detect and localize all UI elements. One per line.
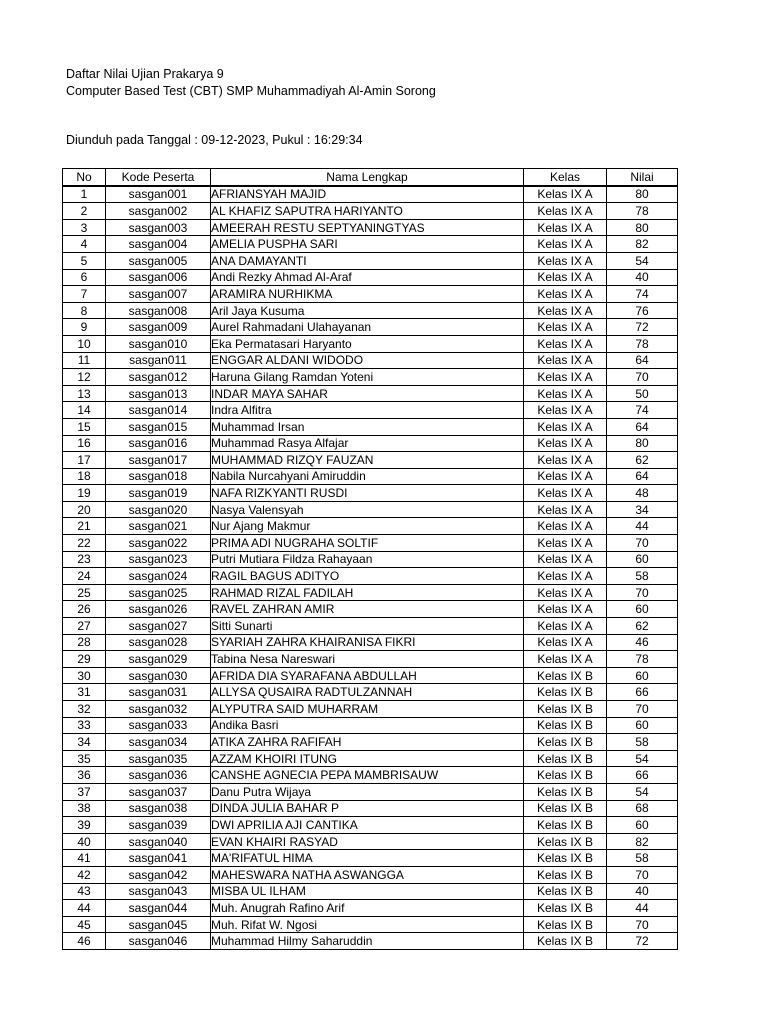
table-row <box>63 252 678 269</box>
cell-nilai: 70 <box>607 916 678 933</box>
cell-no: 44 <box>63 900 106 917</box>
cell-nama-lengkap: Muh. Anugrah Rafino Arif <box>211 900 524 917</box>
table-row <box>63 369 678 386</box>
cell-kode-peserta: sasgan038 <box>106 800 211 817</box>
cell-kode-peserta: sasgan018 <box>106 468 211 485</box>
table-row <box>63 734 678 751</box>
cell-nilai: 44 <box>607 900 678 917</box>
cell-kode-peserta: sasgan016 <box>106 435 211 452</box>
cell-no: 17 <box>63 452 106 469</box>
table-row <box>63 634 678 651</box>
cell-kelas: Kelas IX A <box>524 335 607 352</box>
cell-kode-peserta: sasgan019 <box>106 485 211 502</box>
cell-nilai: 72 <box>607 319 678 336</box>
cell-nama-lengkap: Eka Permatasari Haryanto <box>211 335 524 352</box>
cell-kode-peserta: sasgan013 <box>106 385 211 402</box>
cell-no: 33 <box>63 717 106 734</box>
table-row <box>63 933 678 950</box>
table-row <box>63 900 678 917</box>
cell-no: 10 <box>63 335 106 352</box>
cell-nilai: 60 <box>607 717 678 734</box>
cell-nama-lengkap: Indra Alfitra <box>211 402 524 419</box>
cell-nilai: 60 <box>607 667 678 684</box>
cell-kode-peserta: sasgan036 <box>106 767 211 784</box>
cell-kelas: Kelas IX A <box>524 584 607 601</box>
cell-nama-lengkap: AMEERAH RESTU SEPTYANINGTYAS <box>211 219 524 236</box>
cell-no: 39 <box>63 817 106 834</box>
table-row <box>63 584 678 601</box>
table-row <box>63 501 678 518</box>
cell-kode-peserta: sasgan001 <box>106 186 211 203</box>
cell-no: 3 <box>63 219 106 236</box>
cell-nilai: 70 <box>607 701 678 718</box>
cell-nama-lengkap: Nur Ajang Makmur <box>211 518 524 535</box>
cell-kelas: Kelas IX B <box>524 701 607 718</box>
cell-nilai: 58 <box>607 850 678 867</box>
cell-nilai: 64 <box>607 468 678 485</box>
cell-nilai: 58 <box>607 734 678 751</box>
table-row <box>63 551 678 568</box>
cell-no: 15 <box>63 418 106 435</box>
cell-nilai: 58 <box>607 568 678 585</box>
cell-kode-peserta: sasgan008 <box>106 302 211 319</box>
column-header-no: No <box>63 169 106 186</box>
cell-nama-lengkap: ANA DAMAYANTI <box>211 252 524 269</box>
table-row <box>63 701 678 718</box>
cell-nilai: 48 <box>607 485 678 502</box>
cell-no: 28 <box>63 634 106 651</box>
cell-kelas: Kelas IX A <box>524 369 607 386</box>
table-row <box>63 684 678 701</box>
cell-nama-lengkap: AL KHAFIZ SAPUTRA HARIYANTO <box>211 203 524 220</box>
cell-nilai: 50 <box>607 385 678 402</box>
cell-no: 18 <box>63 468 106 485</box>
cell-no: 13 <box>63 385 106 402</box>
cell-nilai: 80 <box>607 186 678 203</box>
column-header-kelas: Kelas <box>524 169 607 186</box>
table-row <box>63 568 678 585</box>
cell-nama-lengkap: Haruna Gilang Ramdan Yoteni <box>211 369 524 386</box>
cell-kelas: Kelas IX B <box>524 833 607 850</box>
table-row <box>63 717 678 734</box>
cell-nilai: 80 <box>607 219 678 236</box>
cell-kode-peserta: sasgan027 <box>106 618 211 635</box>
column-header-nilai: Nilai <box>607 169 678 186</box>
cell-kode-peserta: sasgan011 <box>106 352 211 369</box>
cell-nama-lengkap: AZZAM KHOIRI ITUNG <box>211 750 524 767</box>
cell-kelas: Kelas IX B <box>524 684 607 701</box>
cell-kode-peserta: sasgan021 <box>106 518 211 535</box>
cell-kelas: Kelas IX A <box>524 618 607 635</box>
cell-kode-peserta: sasgan031 <box>106 684 211 701</box>
cell-nilai: 82 <box>607 833 678 850</box>
cell-nilai: 60 <box>607 601 678 618</box>
cell-no: 29 <box>63 651 106 668</box>
cell-kelas: Kelas IX A <box>524 269 607 286</box>
cell-no: 45 <box>63 916 106 933</box>
table-row <box>63 783 678 800</box>
cell-nama-lengkap: DINDA JULIA BAHAR P <box>211 800 524 817</box>
cell-no: 2 <box>63 203 106 220</box>
cell-no: 25 <box>63 584 106 601</box>
cell-kode-peserta: sasgan033 <box>106 717 211 734</box>
cell-no: 31 <box>63 684 106 701</box>
table-header-row <box>63 169 678 186</box>
cell-nama-lengkap: AMELIA PUSPHA SARI <box>211 236 524 253</box>
cell-no: 26 <box>63 601 106 618</box>
cell-kelas: Kelas IX A <box>524 568 607 585</box>
cell-kode-peserta: sasgan026 <box>106 601 211 618</box>
cell-nama-lengkap: EVAN KHAIRI RASYAD <box>211 833 524 850</box>
cell-kelas: Kelas IX A <box>524 468 607 485</box>
cell-kelas: Kelas IX B <box>524 717 607 734</box>
cell-nama-lengkap: MAHESWARA NATHA ASWANGGA <box>211 866 524 883</box>
cell-kode-peserta: sasgan007 <box>106 286 211 303</box>
table-row <box>63 833 678 850</box>
table-row <box>63 186 678 203</box>
cell-kelas: Kelas IX A <box>524 319 607 336</box>
cell-kode-peserta: sasgan012 <box>106 369 211 386</box>
cell-nilai: 60 <box>607 551 678 568</box>
cell-nama-lengkap: Aurel Rahmadani Ulahayanan <box>211 319 524 336</box>
cell-kelas: Kelas IX B <box>524 850 607 867</box>
table-row <box>63 651 678 668</box>
cell-no: 38 <box>63 800 106 817</box>
cell-nilai: 46 <box>607 634 678 651</box>
table-row <box>63 236 678 253</box>
cell-kelas: Kelas IX A <box>524 551 607 568</box>
cell-kode-peserta: sasgan002 <box>106 203 211 220</box>
cell-kode-peserta: sasgan041 <box>106 850 211 867</box>
table-row <box>63 302 678 319</box>
cell-kode-peserta: sasgan003 <box>106 219 211 236</box>
cell-kelas: Kelas IX B <box>524 883 607 900</box>
cell-no: 19 <box>63 485 106 502</box>
table-row <box>63 916 678 933</box>
table-row <box>63 750 678 767</box>
cell-nilai: 78 <box>607 335 678 352</box>
cell-nilai: 62 <box>607 618 678 635</box>
table-row <box>63 468 678 485</box>
cell-nilai: 70 <box>607 369 678 386</box>
table-row <box>63 435 678 452</box>
cell-nilai: 76 <box>607 302 678 319</box>
cell-nama-lengkap: Tabina Nesa Nareswari <box>211 651 524 668</box>
cell-nama-lengkap: PRIMA ADI NUGRAHA SOLTIF <box>211 535 524 552</box>
cell-kelas: Kelas IX B <box>524 734 607 751</box>
cell-kode-peserta: sasgan029 <box>106 651 211 668</box>
cell-kelas: Kelas IX A <box>524 634 607 651</box>
cell-nama-lengkap: MISBA UL ILHAM <box>211 883 524 900</box>
cell-kelas: Kelas IX B <box>524 933 607 950</box>
cell-nilai: 78 <box>607 651 678 668</box>
cell-kelas: Kelas IX B <box>524 800 607 817</box>
table-row <box>63 767 678 784</box>
cell-kode-peserta: sasgan015 <box>106 418 211 435</box>
cell-kode-peserta: sasgan005 <box>106 252 211 269</box>
cell-nama-lengkap: Sitti Sunarti <box>211 618 524 635</box>
download-timestamp: Diunduh pada Tanggal : 09-12-2023, Pukul : 16:29:34 <box>66 133 363 147</box>
table-row <box>63 618 678 635</box>
cell-nama-lengkap: Muhammad Rasya Alfajar <box>211 435 524 452</box>
cell-nama-lengkap: Muh. Rifat W. Ngosi <box>211 916 524 933</box>
cell-kelas: Kelas IX A <box>524 352 607 369</box>
cell-kode-peserta: sasgan044 <box>106 900 211 917</box>
table-row <box>63 800 678 817</box>
cell-nilai: 34 <box>607 501 678 518</box>
table-row <box>63 535 678 552</box>
cell-nilai: 82 <box>607 236 678 253</box>
cell-no: 32 <box>63 701 106 718</box>
cell-kelas: Kelas IX B <box>524 866 607 883</box>
table-body <box>63 186 678 950</box>
table-row <box>63 817 678 834</box>
cell-no: 46 <box>63 933 106 950</box>
cell-kelas: Kelas IX A <box>524 418 607 435</box>
table-row <box>63 335 678 352</box>
cell-nama-lengkap: RAHMAD RIZAL FADILAH <box>211 584 524 601</box>
cell-nama-lengkap: RAVEL ZAHRAN AMIR <box>211 601 524 618</box>
column-header-kode-peserta: Kode Peserta <box>106 169 211 186</box>
cell-nama-lengkap: MUHAMMAD RIZQY FAUZAN <box>211 452 524 469</box>
table-row <box>63 518 678 535</box>
cell-nama-lengkap: ALYPUTRA SAID MUHARRAM <box>211 701 524 718</box>
table-row <box>63 452 678 469</box>
cell-kode-peserta: sasgan004 <box>106 236 211 253</box>
table-row <box>63 485 678 502</box>
cell-kelas: Kelas IX B <box>524 916 607 933</box>
cell-kode-peserta: sasgan037 <box>106 783 211 800</box>
cell-no: 6 <box>63 269 106 286</box>
table-row <box>63 319 678 336</box>
cell-kode-peserta: sasgan043 <box>106 883 211 900</box>
cell-no: 20 <box>63 501 106 518</box>
cell-nama-lengkap: Muhammad Hilmy Saharuddin <box>211 933 524 950</box>
cell-kelas: Kelas IX A <box>524 535 607 552</box>
grades-table <box>62 168 678 950</box>
cell-nilai: 64 <box>607 352 678 369</box>
cell-no: 16 <box>63 435 106 452</box>
cell-kelas: Kelas IX B <box>524 667 607 684</box>
cell-kode-peserta: sasgan014 <box>106 402 211 419</box>
cell-kode-peserta: sasgan045 <box>106 916 211 933</box>
cell-no: 27 <box>63 618 106 635</box>
cell-no: 37 <box>63 783 106 800</box>
cell-nilai: 74 <box>607 286 678 303</box>
cell-no: 7 <box>63 286 106 303</box>
cell-kelas: Kelas IX A <box>524 485 607 502</box>
cell-kelas: Kelas IX B <box>524 767 607 784</box>
cell-kelas: Kelas IX A <box>524 385 607 402</box>
cell-nilai: 60 <box>607 817 678 834</box>
cell-nama-lengkap: Putri Mutiara Fildza Rahayaan <box>211 551 524 568</box>
cell-nama-lengkap: DWI APRILIA AJI CANTIKA <box>211 817 524 834</box>
cell-kode-peserta: sasgan028 <box>106 634 211 651</box>
cell-no: 22 <box>63 535 106 552</box>
cell-kode-peserta: sasgan010 <box>106 335 211 352</box>
table-row <box>63 219 678 236</box>
table-row <box>63 850 678 867</box>
cell-no: 41 <box>63 850 106 867</box>
cell-nama-lengkap: MA'RIFATUL HIMA <box>211 850 524 867</box>
column-header-nama-lengkap: Nama Lengkap <box>211 169 524 186</box>
cell-nama-lengkap: Nasya Valensyah <box>211 501 524 518</box>
table-row <box>63 601 678 618</box>
cell-nilai: 64 <box>607 418 678 435</box>
cell-nama-lengkap: Andika Basri <box>211 717 524 734</box>
cell-nilai: 40 <box>607 269 678 286</box>
cell-no: 12 <box>63 369 106 386</box>
cell-kode-peserta: sasgan046 <box>106 933 211 950</box>
cell-kelas: Kelas IX A <box>524 286 607 303</box>
cell-kelas: Kelas IX A <box>524 452 607 469</box>
table-row <box>63 352 678 369</box>
cell-kode-peserta: sasgan006 <box>106 269 211 286</box>
cell-kode-peserta: sasgan022 <box>106 535 211 552</box>
table-row <box>63 203 678 220</box>
cell-kelas: Kelas IX B <box>524 900 607 917</box>
table-row <box>63 269 678 286</box>
cell-kelas: Kelas IX A <box>524 651 607 668</box>
cell-no: 4 <box>63 236 106 253</box>
cell-nilai: 62 <box>607 452 678 469</box>
cell-nilai: 70 <box>607 584 678 601</box>
cell-no: 5 <box>63 252 106 269</box>
cell-nama-lengkap: Danu Putra Wijaya <box>211 783 524 800</box>
cell-no: 11 <box>63 352 106 369</box>
cell-nilai: 40 <box>607 883 678 900</box>
cell-no: 34 <box>63 734 106 751</box>
table-row <box>63 418 678 435</box>
cell-kode-peserta: sasgan009 <box>106 319 211 336</box>
cell-nama-lengkap: ALLYSA QUSAIRA RADTULZANNAH <box>211 684 524 701</box>
cell-kelas: Kelas IX A <box>524 252 607 269</box>
cell-kelas: Kelas IX A <box>524 518 607 535</box>
cell-no: 23 <box>63 551 106 568</box>
cell-no: 8 <box>63 302 106 319</box>
cell-nilai: 70 <box>607 866 678 883</box>
cell-no: 43 <box>63 883 106 900</box>
cell-kelas: Kelas IX B <box>524 750 607 767</box>
cell-kode-peserta: sasgan035 <box>106 750 211 767</box>
cell-kode-peserta: sasgan040 <box>106 833 211 850</box>
document-subtitle: Computer Based Test (CBT) SMP Muhammadiyah Al-Amin Sorong <box>66 84 436 98</box>
cell-no: 14 <box>63 402 106 419</box>
cell-no: 1 <box>63 186 106 203</box>
cell-nama-lengkap: RAGIL BAGUS ADITYO <box>211 568 524 585</box>
table-row <box>63 866 678 883</box>
cell-kelas: Kelas IX B <box>524 783 607 800</box>
cell-no: 21 <box>63 518 106 535</box>
cell-nilai: 66 <box>607 767 678 784</box>
cell-no: 9 <box>63 319 106 336</box>
cell-nilai: 78 <box>607 203 678 220</box>
cell-nilai: 54 <box>607 783 678 800</box>
cell-nilai: 72 <box>607 933 678 950</box>
cell-nilai: 66 <box>607 684 678 701</box>
cell-kelas: Kelas IX A <box>524 236 607 253</box>
cell-no: 35 <box>63 750 106 767</box>
cell-nilai: 70 <box>607 535 678 552</box>
cell-nama-lengkap: AFRIDA DIA SYARAFANA ABDULLAH <box>211 667 524 684</box>
cell-kode-peserta: sasgan023 <box>106 551 211 568</box>
cell-nilai: 54 <box>607 252 678 269</box>
cell-kelas: Kelas IX A <box>524 402 607 419</box>
document-title: Daftar Nilai Ujian Prakarya 9 <box>66 67 224 81</box>
cell-nama-lengkap: AFRIANSYAH MAJID <box>211 186 524 203</box>
table-row <box>63 883 678 900</box>
table-row <box>63 385 678 402</box>
cell-nama-lengkap: Nabila Nurcahyani Amiruddin <box>211 468 524 485</box>
cell-nama-lengkap: Muhammad Irsan <box>211 418 524 435</box>
cell-nama-lengkap: CANSHE AGNECIA PEPA MAMBRISAUW <box>211 767 524 784</box>
cell-no: 24 <box>63 568 106 585</box>
table-row <box>63 667 678 684</box>
document-header <box>66 66 436 100</box>
cell-nilai: 68 <box>607 800 678 817</box>
cell-kelas: Kelas IX A <box>524 302 607 319</box>
cell-kode-peserta: sasgan039 <box>106 817 211 834</box>
cell-kode-peserta: sasgan025 <box>106 584 211 601</box>
cell-nilai: 44 <box>607 518 678 535</box>
cell-kelas: Kelas IX A <box>524 435 607 452</box>
cell-kode-peserta: sasgan032 <box>106 701 211 718</box>
cell-no: 42 <box>63 866 106 883</box>
cell-nama-lengkap: Andi Rezky Ahmad Al-Araf <box>211 269 524 286</box>
cell-kelas: Kelas IX A <box>524 203 607 220</box>
cell-nama-lengkap: ARAMIRA NURHIKMA <box>211 286 524 303</box>
cell-kelas: Kelas IX B <box>524 817 607 834</box>
cell-no: 36 <box>63 767 106 784</box>
cell-nama-lengkap: NAFA RIZKYANTI RUSDI <box>211 485 524 502</box>
cell-kode-peserta: sasgan042 <box>106 866 211 883</box>
cell-no: 40 <box>63 833 106 850</box>
cell-kelas: Kelas IX A <box>524 219 607 236</box>
cell-kode-peserta: sasgan017 <box>106 452 211 469</box>
cell-kelas: Kelas IX A <box>524 501 607 518</box>
cell-nilai: 74 <box>607 402 678 419</box>
cell-kode-peserta: sasgan024 <box>106 568 211 585</box>
table-row <box>63 402 678 419</box>
cell-nilai: 80 <box>607 435 678 452</box>
cell-kelas: Kelas IX A <box>524 601 607 618</box>
cell-nama-lengkap: SYARIAH ZAHRA KHAIRANISA FIKRI <box>211 634 524 651</box>
cell-nama-lengkap: INDAR MAYA SAHAR <box>211 385 524 402</box>
cell-nama-lengkap: ATIKA ZAHRA RAFIFAH <box>211 734 524 751</box>
cell-kode-peserta: sasgan020 <box>106 501 211 518</box>
cell-nilai: 54 <box>607 750 678 767</box>
cell-nama-lengkap: ENGGAR ALDANI WIDODO <box>211 352 524 369</box>
cell-kode-peserta: sasgan030 <box>106 667 211 684</box>
cell-kode-peserta: sasgan034 <box>106 734 211 751</box>
table-row <box>63 286 678 303</box>
cell-kelas: Kelas IX A <box>524 186 607 203</box>
cell-no: 30 <box>63 667 106 684</box>
cell-nama-lengkap: Aril Jaya Kusuma <box>211 302 524 319</box>
